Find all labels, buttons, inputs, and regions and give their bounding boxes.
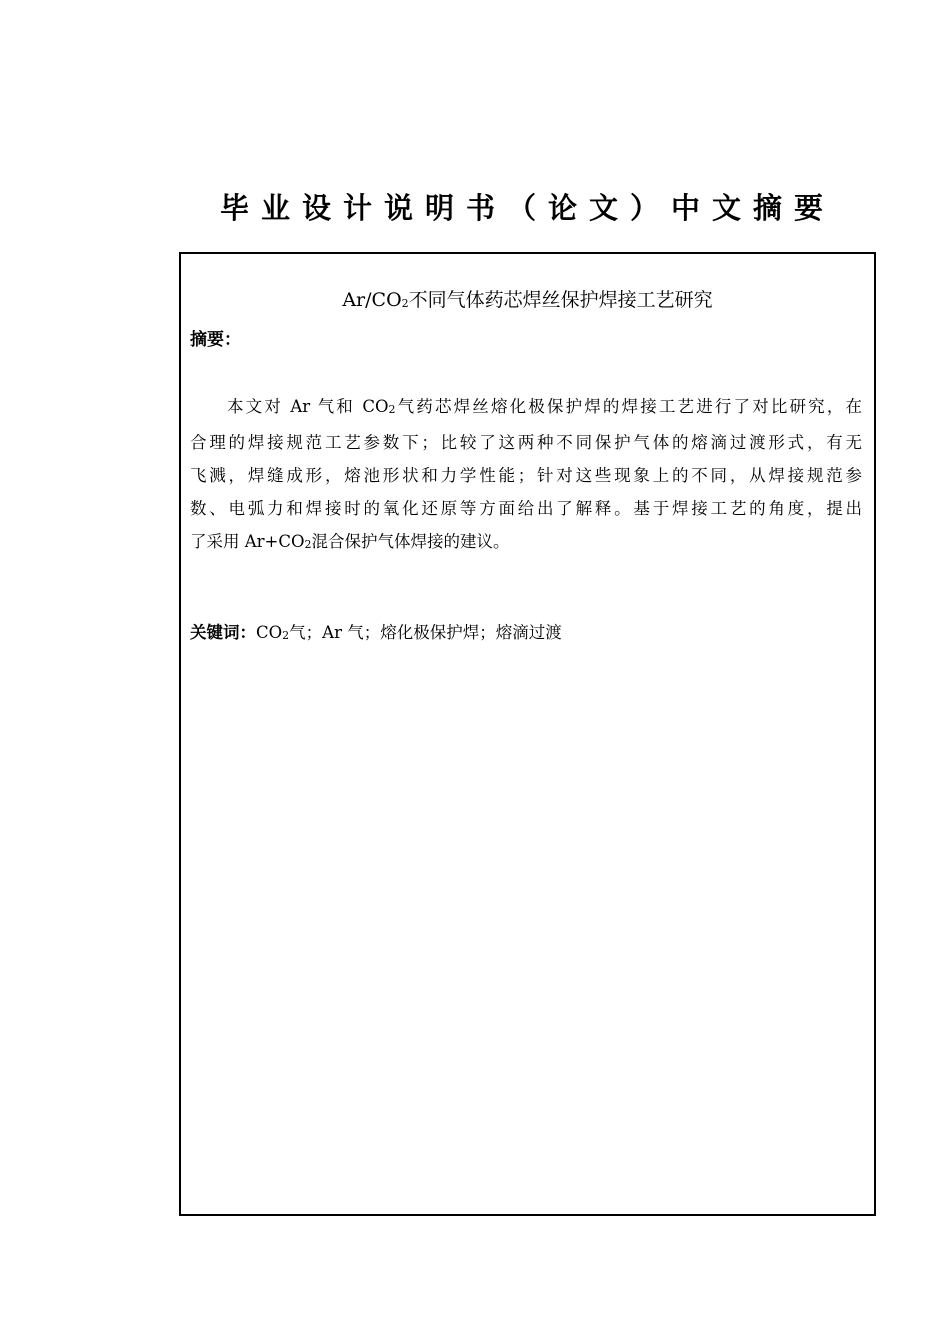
abstract-line bbox=[190, 525, 862, 561]
thesis-title-prefix: Ar/CO bbox=[342, 289, 402, 311]
keywords-row bbox=[190, 620, 562, 649]
keywords-label: 关键词： bbox=[190, 623, 256, 642]
abstract-subscript: 2 bbox=[304, 538, 312, 551]
abstract-line bbox=[190, 390, 862, 426]
abstract-subscript: 2 bbox=[388, 403, 396, 416]
abstract-body bbox=[190, 390, 862, 561]
abstract-text: 合理的焊接规范工艺参数下；比较了这两种不同保护气体的熔滴过渡形式，有无 bbox=[190, 433, 862, 452]
abstract-text: 数、电弧力和焊接时的氧化还原等方面给出了解释。基于焊接工艺的角度，提出 bbox=[190, 499, 862, 518]
abstract-text: 本文对 Ar 气和 CO bbox=[227, 397, 389, 416]
abstract-box bbox=[179, 252, 876, 1216]
abstract-label: 摘要： bbox=[190, 330, 241, 350]
abstract-line bbox=[190, 459, 862, 492]
abstract-line bbox=[190, 426, 862, 459]
abstract-text: 混合保护气体焊接的建议。 bbox=[311, 532, 510, 551]
keywords-text: CO bbox=[256, 623, 283, 642]
page-title: 毕业设计说明书（论文）中文摘要 bbox=[219, 191, 835, 225]
thesis-title-subscript: 2 bbox=[401, 297, 409, 310]
thesis-title-suffix: 不同气体药芯焊丝保护焊接工艺研究 bbox=[408, 289, 713, 311]
keywords-value bbox=[256, 623, 562, 642]
keywords-text: 气；Ar 气；熔化极保护焊；熔滴过渡 bbox=[289, 623, 562, 642]
abstract-text: 飞溅，焊缝成形，熔池形状和力学性能；针对这些现象上的不同，从焊接规范参 bbox=[190, 466, 862, 485]
thesis-title bbox=[181, 286, 874, 318]
keywords-subscript: 2 bbox=[282, 629, 290, 642]
abstract-text: 了采用 Ar+CO bbox=[190, 532, 305, 551]
abstract-text: 气药芯焊丝熔化极保护焊的焊接工艺进行了对比研究，在 bbox=[395, 397, 862, 416]
abstract-line bbox=[190, 492, 862, 525]
